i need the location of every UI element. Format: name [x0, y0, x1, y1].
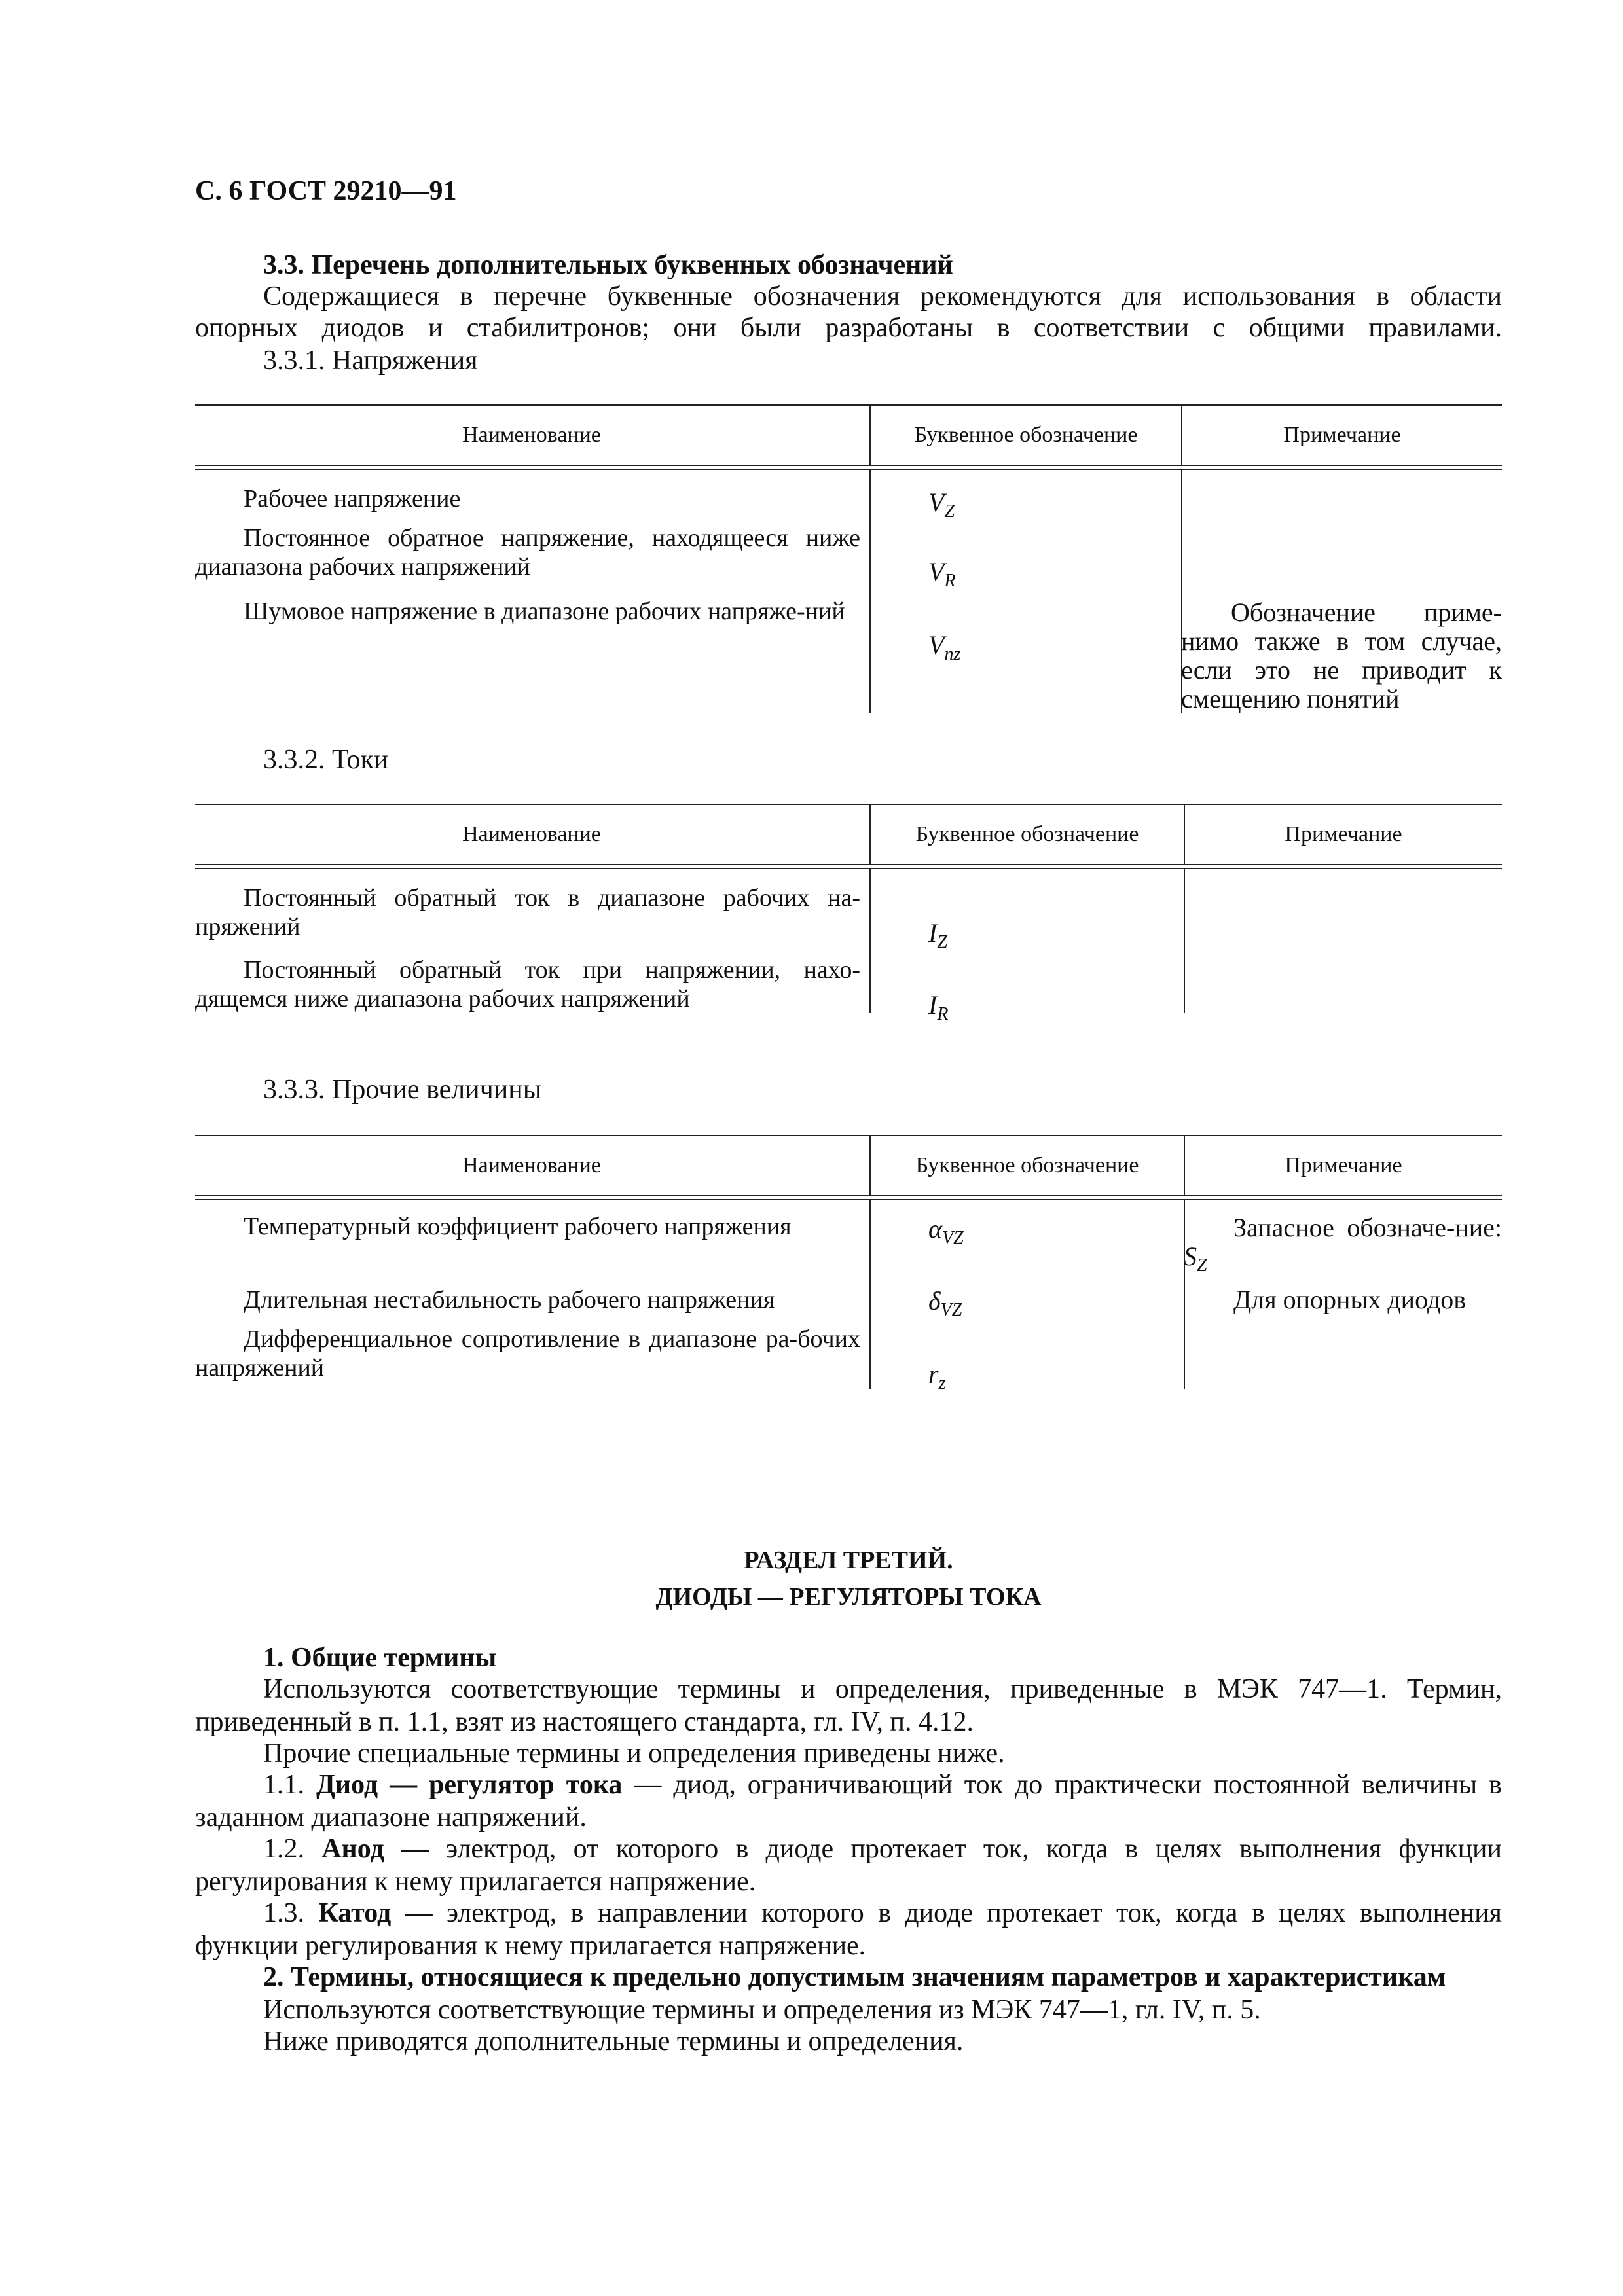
row-symbol: $V_Z$: [928, 488, 955, 522]
other-quantities-table: [195, 1135, 1502, 1393]
table-header: [195, 804, 1502, 864]
table-header: [195, 1135, 1502, 1195]
general-terms-heading: 1. Общие термины: [263, 1643, 497, 1673]
limiting-values-heading: 2. Термины, относящиеся к предельно допустимым значениям параметров и характеристикам: [263, 1962, 1446, 1992]
header-note: Примечание: [1285, 822, 1402, 846]
table-header: [195, 404, 1502, 465]
subsection-voltages-title: 3.3.1. Напряжения: [263, 346, 478, 376]
other-terms-paragraph: Прочие специальные термины и определения приведены ниже.: [263, 1738, 1005, 1768]
subsection-other-title: 3.3.3. Прочие величины: [263, 1075, 541, 1105]
row-name: Постоянный обратный ток в диапазоне рабочих на-пряжений: [195, 884, 860, 941]
row-symbol: $\delta_{VZ}$: [928, 1286, 962, 1320]
row-name: Дифференциальное сопротивление в диапазоне ра-бочих напряжений: [195, 1325, 860, 1382]
row-note: Запасное обозначе-ние: $S_Z$: [1184, 1213, 1502, 1276]
general-terms-paragraph: Используются соответствующие термины и определения, приведенные в МЭК 747—1. Термин, приведенный в п. 1.1, взят из настоящего стандарта, гл. IV, п. 4.12.: [195, 1674, 1502, 1737]
row-symbol: $I_Z$: [928, 918, 947, 952]
row-symbol: $I_R$: [928, 990, 949, 1024]
row-note: Обозначение приме-нимо также в том случае, если это не приводит к смещению понятий: [1181, 598, 1502, 713]
header-name: Наименование: [462, 822, 601, 846]
row-note: Для опорных диодов: [1233, 1285, 1467, 1314]
header-symbol: Буквенное обозначение: [915, 822, 1139, 846]
row-name: Длительная нестабильность рабочего напряжения: [244, 1286, 775, 1314]
row-symbol: $r_z$: [928, 1359, 946, 1393]
section-3-3-intro-line1: Содержащиеся в перечне буквенные обозначения рекомендуются для использования в области: [263, 281, 1502, 312]
limiting-values-paragraph-1: Используются соответствующие термины и определения из МЭК 747—1, гл. IV, п. 5.: [263, 1995, 1261, 2025]
limiting-values-paragraph-2: Ниже приводятся дополнительные термины и определения.: [263, 2026, 964, 2056]
section-three-title-line2: ДИОДЫ — РЕГУЛЯТОРЫ ТОКА: [655, 1583, 1042, 1611]
term-1-1-name: Диод — регулятор тока: [316, 1770, 623, 1800]
term-1-1: 1.1. Диод — регулятор тока — диод, ограничивающий ток до практически постоянной величины в заданном диапазоне напряжений.: [195, 1770, 1502, 1833]
header-note: Примечание: [1285, 1153, 1402, 1177]
section-three-title-line1: РАЗДЕЛ ТРЕТИЙ.: [744, 1547, 953, 1574]
term-1-2: 1.2. Анод — электрод, от которого в диоде протекает ток, когда в целях выполнения функции регулирования к нему прилагается напряжение.: [195, 1834, 1503, 1897]
term-1-3-name: Катод: [318, 1898, 392, 1928]
row-name: Температурный коэффициент рабочего напряжения: [244, 1213, 792, 1240]
row-name: Постоянный обратный ток при напряжении, нахо-дящемся ниже диапазона рабочих напряжений: [195, 956, 860, 1013]
header-note: Примечание: [1283, 423, 1401, 447]
term-1-2-name: Анод: [321, 1834, 384, 1864]
term-1-3: 1.3. Катод — электрод, в направлении которого в диоде протекает ток, когда в целях выполнения функции регулирования к нему прилагается напряжение.: [195, 1898, 1502, 1961]
header-name: Наименование: [462, 1153, 601, 1177]
row-name: Постоянное обратное напряжение, находящееся ниже диапазона рабочих напряжений: [195, 524, 860, 581]
header-symbol: Буквенное обозначение: [914, 423, 1138, 447]
row-symbol: $V_R$: [928, 557, 956, 591]
row-name: Шумовое напряжение в диапазоне рабочих напряже-ний: [244, 598, 845, 625]
voltages-table: [195, 404, 1502, 713]
row-symbol: $V_{nz}$: [928, 630, 961, 664]
header-name: Наименование: [462, 423, 601, 447]
row-symbol: $\alpha_{VZ}$: [928, 1214, 964, 1248]
header-symbol: Буквенное обозначение: [915, 1153, 1139, 1177]
section-3-3-intro-line2: опорных диодов и стабилитронов; они были разработаны в соответствии с общими правилами.: [195, 313, 1502, 343]
subsection-currents-title: 3.3.2. Токи: [263, 745, 389, 775]
row-name: Рабочее напряжение: [244, 485, 461, 512]
currents-table: [195, 804, 1502, 1024]
section-3-3-title: 3.3. Перечень дополнительных буквенных обозначений: [263, 250, 953, 280]
page-header: С. 6 ГОСТ 29210—91: [195, 176, 457, 206]
